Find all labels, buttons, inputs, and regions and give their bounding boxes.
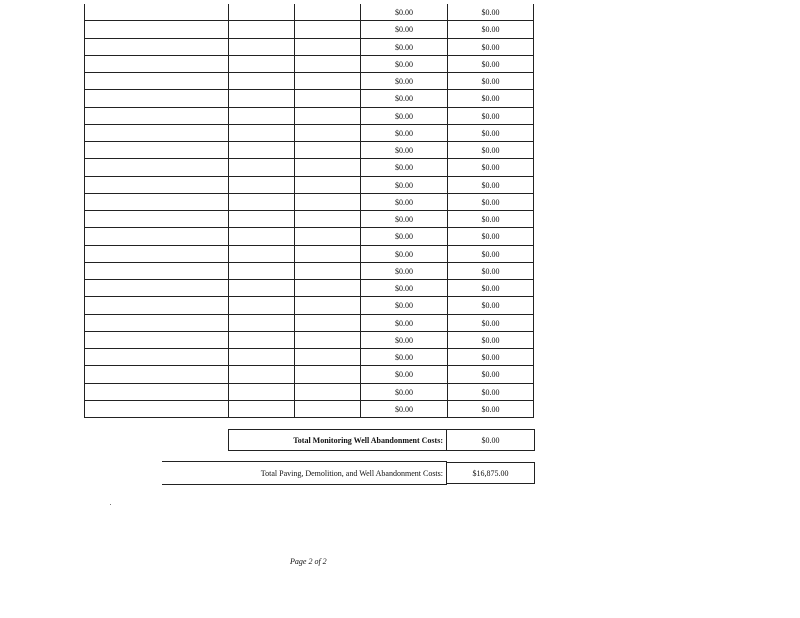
grand-total-value-box [446, 462, 535, 484]
table-cell-c3 [294, 90, 360, 107]
table-cell-c4: $0.00 [360, 108, 447, 125]
table-cell-c2 [228, 90, 294, 107]
table-row [84, 39, 534, 56]
table-cell-c5: $0.00 [447, 21, 534, 38]
table-cell-c1 [84, 194, 228, 211]
table-row [84, 142, 534, 159]
table-cell-c2 [228, 73, 294, 90]
table-cell-c1 [84, 73, 228, 90]
table-cell-c3 [294, 142, 360, 159]
table-cell-c2 [228, 401, 294, 418]
table-cell-c1 [84, 246, 228, 263]
table-cell-c2 [228, 211, 294, 228]
table-cell-c2 [228, 108, 294, 125]
table-row [84, 332, 534, 349]
summary-divider-bottom [162, 484, 447, 485]
table-cell-c4: $0.00 [360, 194, 447, 211]
table-cell-c3 [294, 108, 360, 125]
table-cell-c4: $0.00 [360, 366, 447, 383]
table-row [84, 211, 534, 228]
grand-total-label: Total Paving, Demolition, and Well Abandonment Costs: [260, 468, 443, 478]
table-cell-c1 [84, 211, 228, 228]
table-cell-c1 [84, 56, 228, 73]
table-cell-c1 [84, 401, 228, 418]
page-number: Page 2 of 2 [290, 557, 327, 566]
table-cell-c4: $0.00 [360, 73, 447, 90]
table-cell-c3 [294, 280, 360, 297]
table-cell-c5: $0.00 [447, 211, 534, 228]
table-cell-c5: $0.00 [447, 39, 534, 56]
table-cell-c3 [294, 246, 360, 263]
table-cell-c3 [294, 125, 360, 142]
table-cell-c4: $0.00 [360, 177, 447, 194]
table-cell-c5: $0.00 [447, 4, 534, 21]
table-cell-c2 [228, 349, 294, 366]
table-row [84, 315, 534, 332]
table-row [84, 177, 534, 194]
table-cell-c4: $0.00 [360, 246, 447, 263]
table-cell-c2 [228, 297, 294, 314]
table-cell-c2 [228, 263, 294, 280]
table-row [84, 297, 534, 314]
table-cell-c2 [228, 280, 294, 297]
table-cell-c3 [294, 315, 360, 332]
table-cell-c1 [84, 4, 228, 21]
table-cell-c4: $0.00 [360, 4, 447, 21]
table-cell-c5: $0.00 [447, 90, 534, 107]
table-row [84, 194, 534, 211]
well-abandonment-total-value-box [446, 429, 535, 451]
table-cell-c2 [228, 194, 294, 211]
grand-total-value: $16,875.00 [472, 468, 509, 478]
table-row [84, 21, 534, 38]
table-cell-c5: $0.00 [447, 280, 534, 297]
table-cell-c3 [294, 56, 360, 73]
table-row [84, 401, 534, 418]
table-cell-c5: $0.00 [447, 263, 534, 280]
table-cell-c4: $0.00 [360, 159, 447, 176]
table-cell-c4: $0.00 [360, 21, 447, 38]
table-row [84, 73, 534, 90]
table-cell-c3 [294, 349, 360, 366]
table-cell-c2 [228, 56, 294, 73]
table-cell-c4: $0.00 [360, 297, 447, 314]
table-cell-c4: $0.00 [360, 280, 447, 297]
table-row [84, 366, 534, 383]
table-cell-c4: $0.00 [360, 401, 447, 418]
table-cell-c3 [294, 401, 360, 418]
table-cell-c5: $0.00 [447, 366, 534, 383]
table-row [84, 90, 534, 107]
table-cell-c4: $0.00 [360, 228, 447, 245]
table-cell-c3 [294, 366, 360, 383]
table-cell-c5: $0.00 [447, 108, 534, 125]
well-abandonment-total-label-box [228, 429, 447, 451]
table-cell-c1 [84, 108, 228, 125]
table-cell-c1 [84, 297, 228, 314]
table-cell-c1 [84, 228, 228, 245]
table-cell-c1 [84, 142, 228, 159]
table-cell-c3 [294, 21, 360, 38]
table-cell-c2 [228, 4, 294, 21]
table-row [84, 108, 534, 125]
table-cell-c1 [84, 263, 228, 280]
table-cell-c3 [294, 39, 360, 56]
table-row [84, 349, 534, 366]
table-cell-c5: $0.00 [447, 332, 534, 349]
table-row [84, 159, 534, 176]
table-cell-c3 [294, 194, 360, 211]
table-cell-c1 [84, 177, 228, 194]
table-cell-c2 [228, 142, 294, 159]
table-cell-c4: $0.00 [360, 90, 447, 107]
table-row [84, 56, 534, 73]
table-cell-c1 [84, 39, 228, 56]
table-cell-c1 [84, 332, 228, 349]
table-cell-c2 [228, 159, 294, 176]
table-cell-c2 [228, 384, 294, 401]
scan-speck [110, 504, 111, 505]
table-cell-c4: $0.00 [360, 142, 447, 159]
table-cell-c1 [84, 21, 228, 38]
table-row [84, 246, 534, 263]
table-cell-c1 [84, 366, 228, 383]
table-cell-c2 [228, 332, 294, 349]
table-cell-c4: $0.00 [360, 39, 447, 56]
table-cell-c2 [228, 39, 294, 56]
table-cell-c3 [294, 297, 360, 314]
table-cell-c4: $0.00 [360, 349, 447, 366]
table-cell-c5: $0.00 [447, 315, 534, 332]
table-cell-c4: $0.00 [360, 56, 447, 73]
table-cell-c5: $0.00 [447, 56, 534, 73]
table-cell-c3 [294, 177, 360, 194]
table-cell-c5: $0.00 [447, 297, 534, 314]
table-cell-c5: $0.00 [447, 142, 534, 159]
well-abandonment-total-value: $0.00 [481, 435, 500, 445]
table-cell-c1 [84, 159, 228, 176]
table-cell-c1 [84, 280, 228, 297]
table-row [84, 384, 534, 401]
table-cell-c2 [228, 315, 294, 332]
table-cell-c3 [294, 263, 360, 280]
table-row [84, 228, 534, 245]
table-cell-c5: $0.00 [447, 177, 534, 194]
table-cell-c5: $0.00 [447, 228, 534, 245]
table-cell-c1 [84, 384, 228, 401]
table-cell-c2 [228, 246, 294, 263]
table-cell-c4: $0.00 [360, 263, 447, 280]
table-cell-c4: $0.00 [360, 332, 447, 349]
table-cell-c3 [294, 211, 360, 228]
table-cell-c4: $0.00 [360, 315, 447, 332]
table-cell-c4: $0.00 [360, 211, 447, 228]
row-rule [84, 417, 534, 418]
table-cell-c3 [294, 159, 360, 176]
grand-total-label-box [162, 462, 447, 484]
table-cell-c5: $0.00 [447, 125, 534, 142]
table-cell-c2 [228, 21, 294, 38]
table-cell-c1 [84, 90, 228, 107]
table-row [84, 125, 534, 142]
table-cell-c2 [228, 228, 294, 245]
well-abandonment-total-label: Total Monitoring Well Abandonment Costs: [293, 435, 443, 445]
table-cell-c5: $0.00 [447, 73, 534, 90]
table-cell-c1 [84, 125, 228, 142]
table-cell-c5: $0.00 [447, 401, 534, 418]
table-cell-c5: $0.00 [447, 349, 534, 366]
table-cell-c3 [294, 73, 360, 90]
table-cell-c5: $0.00 [447, 159, 534, 176]
table-cell-c3 [294, 228, 360, 245]
table-cell-c2 [228, 366, 294, 383]
table-cell-c2 [228, 125, 294, 142]
table-cell-c3 [294, 384, 360, 401]
table-cell-c1 [84, 349, 228, 366]
table-row [84, 280, 534, 297]
table-cell-c4: $0.00 [360, 125, 447, 142]
table-row [84, 4, 534, 21]
table-cell-c5: $0.00 [447, 194, 534, 211]
table-cell-c2 [228, 177, 294, 194]
table-cell-c3 [294, 332, 360, 349]
table-cell-c5: $0.00 [447, 384, 534, 401]
table-row [84, 263, 534, 280]
table-cell-c5: $0.00 [447, 246, 534, 263]
table-cell-c1 [84, 315, 228, 332]
table-cell-c4: $0.00 [360, 384, 447, 401]
table-cell-c3 [294, 4, 360, 21]
